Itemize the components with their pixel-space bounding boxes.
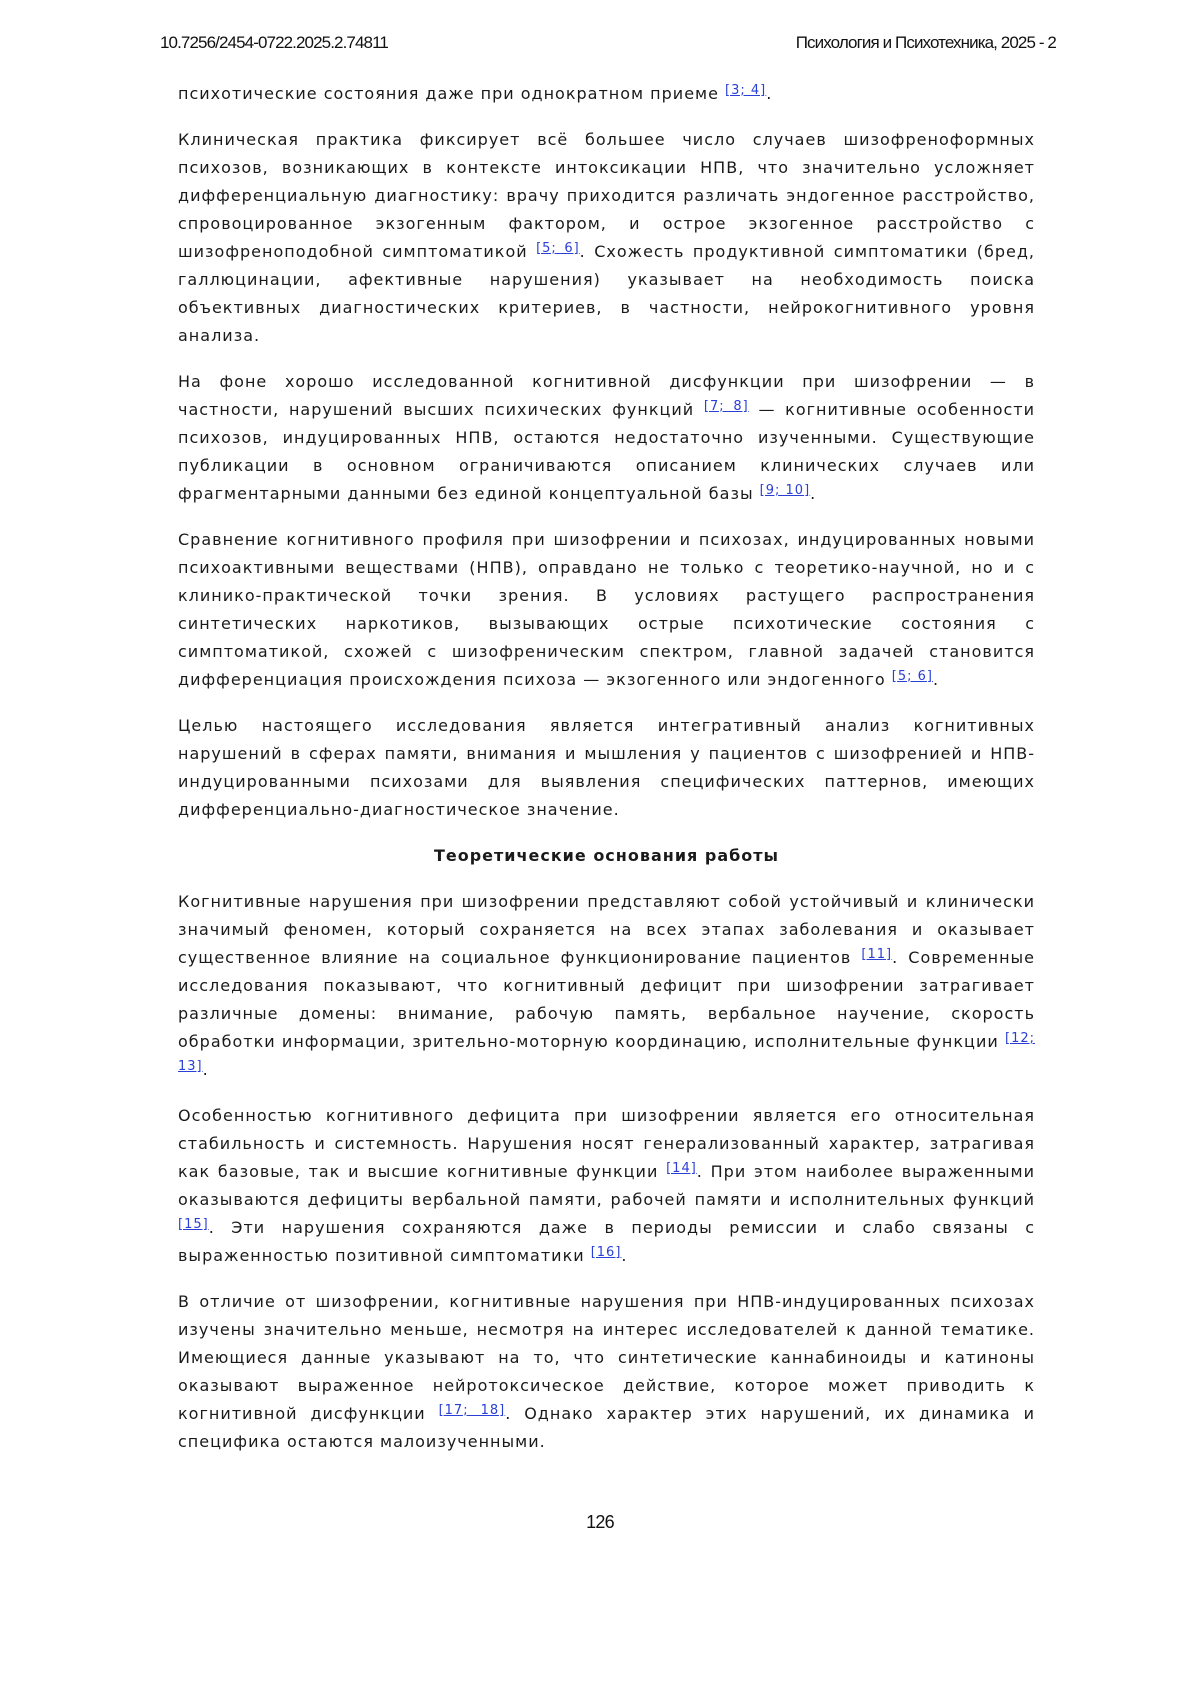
paragraph-text: Клиническая практика фиксирует всё большее число случаев шизофреноформных психозов, возникающих в контексте интоксикации НПВ, что значительно усложняет дифференциальную диагностику: врачу приходится различать эндогенное расстройство, спровоцированное экзогенным фактором, и острое экзогенное расстройство с шизофреноподобной симптоматикой	[178, 130, 1035, 261]
citation-link[interactable]: [11]	[861, 947, 892, 962]
section-heading: Теоретические основания работы	[178, 842, 1035, 870]
paragraph	[178, 1288, 1035, 1456]
paragraph-text: .	[766, 84, 772, 103]
citation-link[interactable]: [3; 4]	[725, 83, 766, 98]
header-journal: Психология и Психотехника, 2025 - 2	[796, 33, 1056, 53]
paragraph	[178, 80, 1035, 108]
paragraph-text: — когнитивные особенности психозов, индуцированных НПВ, остаются недостаточно изученными. Существующие публикации в основном ограничиваются описанием клинических случаев или фрагментарными данными без единой концептуальной базы	[178, 400, 1035, 503]
paragraph-text: .	[203, 1060, 209, 1079]
citation-link[interactable]: [9; 10]	[760, 483, 810, 498]
paragraph	[178, 888, 1035, 1084]
paragraph-text: Особенностью когнитивного дефицита при шизофрении является его относительная стабильность и системность. Нарушения носят генерализованный характер, затрагивая как базовые, так и высшие когнитивные функции	[178, 1106, 1035, 1181]
paragraph	[178, 526, 1035, 694]
paragraph-text: .	[933, 670, 939, 689]
paragraph-text: На фоне хорошо исследованной когнитивной дисфункции при шизофрении — в частности, нарушений высших психических функций	[178, 372, 1035, 419]
paragraph	[178, 368, 1035, 508]
paragraph-text: В отличие от шизофрении, когнитивные нарушения при НПВ-индуцированных психозах изучены значительно меньше, несмотря на интерес исследователей к данной тематике. Имеющиеся данные указывают на то, что синтетические каннабиноиды и катиноны оказывают выраженное нейротоксическое действие, которое может приводить к когнитивной дисфункции	[178, 1292, 1035, 1423]
citation-link[interactable]: [5; 6]	[892, 669, 933, 684]
paragraph	[178, 126, 1035, 350]
citation-link[interactable]: [5; 6]	[536, 241, 580, 256]
article-body	[178, 80, 1035, 1474]
citation-link[interactable]: [15]	[178, 1217, 209, 1232]
paragraph	[178, 1102, 1035, 1270]
paragraph-text: .	[810, 484, 816, 503]
citation-link[interactable]: [16]	[591, 1245, 622, 1260]
paragraph-text: Целью настоящего исследования является интегративный анализ когнитивных нарушений в сферах памяти, внимания и мышления у пациентов с шизофренией и НПВ-индуцированными психозами для выявления специфических паттернов, имеющих дифференциально-диагностическое значение.	[178, 716, 1035, 819]
paragraph-text: Когнитивные нарушения при шизофрении представляют собой устойчивый и клинически значимый феномен, который сохраняется на всех этапах заболевания и оказывает существенное влияние на социальное функционирование пациентов	[178, 892, 1035, 967]
paragraph-text: . Эти нарушения сохраняются даже в периоды ремиссии и слабо связаны с выраженностью позитивной симптоматики	[178, 1218, 1035, 1265]
citation-link[interactable]: [7; 8]	[704, 399, 749, 414]
paragraph-text: . Однако характер этих нарушений, их динамика и специфика остаются малоизученными.	[178, 1404, 1035, 1451]
paragraph-text: Сравнение когнитивного профиля при шизофрении и психозах, индуцированных новыми психоактивными веществами (НПВ), оправдано не только с теоретико-научной, но и с клинико-практической точки зрения. В условиях растущего распространения синтетических наркотиков, вызывающих острые психотические состояния с симптоматикой, схожей с шизофреническим спектром, главной задачей становится дифференциация происхождения психоза — экзогенного или эндогенного	[178, 530, 1035, 689]
page-number: 126	[0, 1512, 1200, 1533]
paragraph-text: . При этом наиболее выраженными оказываются дефициты вербальной памяти, рабочей памяти и исполнительных функций	[178, 1162, 1035, 1209]
citation-link[interactable]: [14]	[666, 1161, 697, 1176]
citation-link[interactable]: [17; 18]	[439, 1403, 506, 1418]
paragraph-text: .	[621, 1246, 627, 1265]
citation-link[interactable]: [12; 13]	[178, 1031, 1035, 1074]
paragraph-text: психотические состояния даже при однократном приеме	[178, 84, 725, 103]
paragraph-text: . Современные исследования показывают, что когнитивный дефицит при шизофрении затрагивает различные домены: внимание, рабочую память, вербальное научение, скорость обработки информации, зрительно-моторную координацию, исполнительные функции	[178, 948, 1035, 1051]
paragraph	[178, 712, 1035, 824]
paragraph-text: . Схожесть продуктивной симптоматики (бред, галлюцинации, афективные нарушения) указывает на необходимость поиска объективных диагностических критериев, в частности, нейрокогнитивного уровня анализа.	[178, 242, 1035, 345]
header-doi: 10.7256/2454-0722.2025.2.74811	[160, 33, 388, 53]
